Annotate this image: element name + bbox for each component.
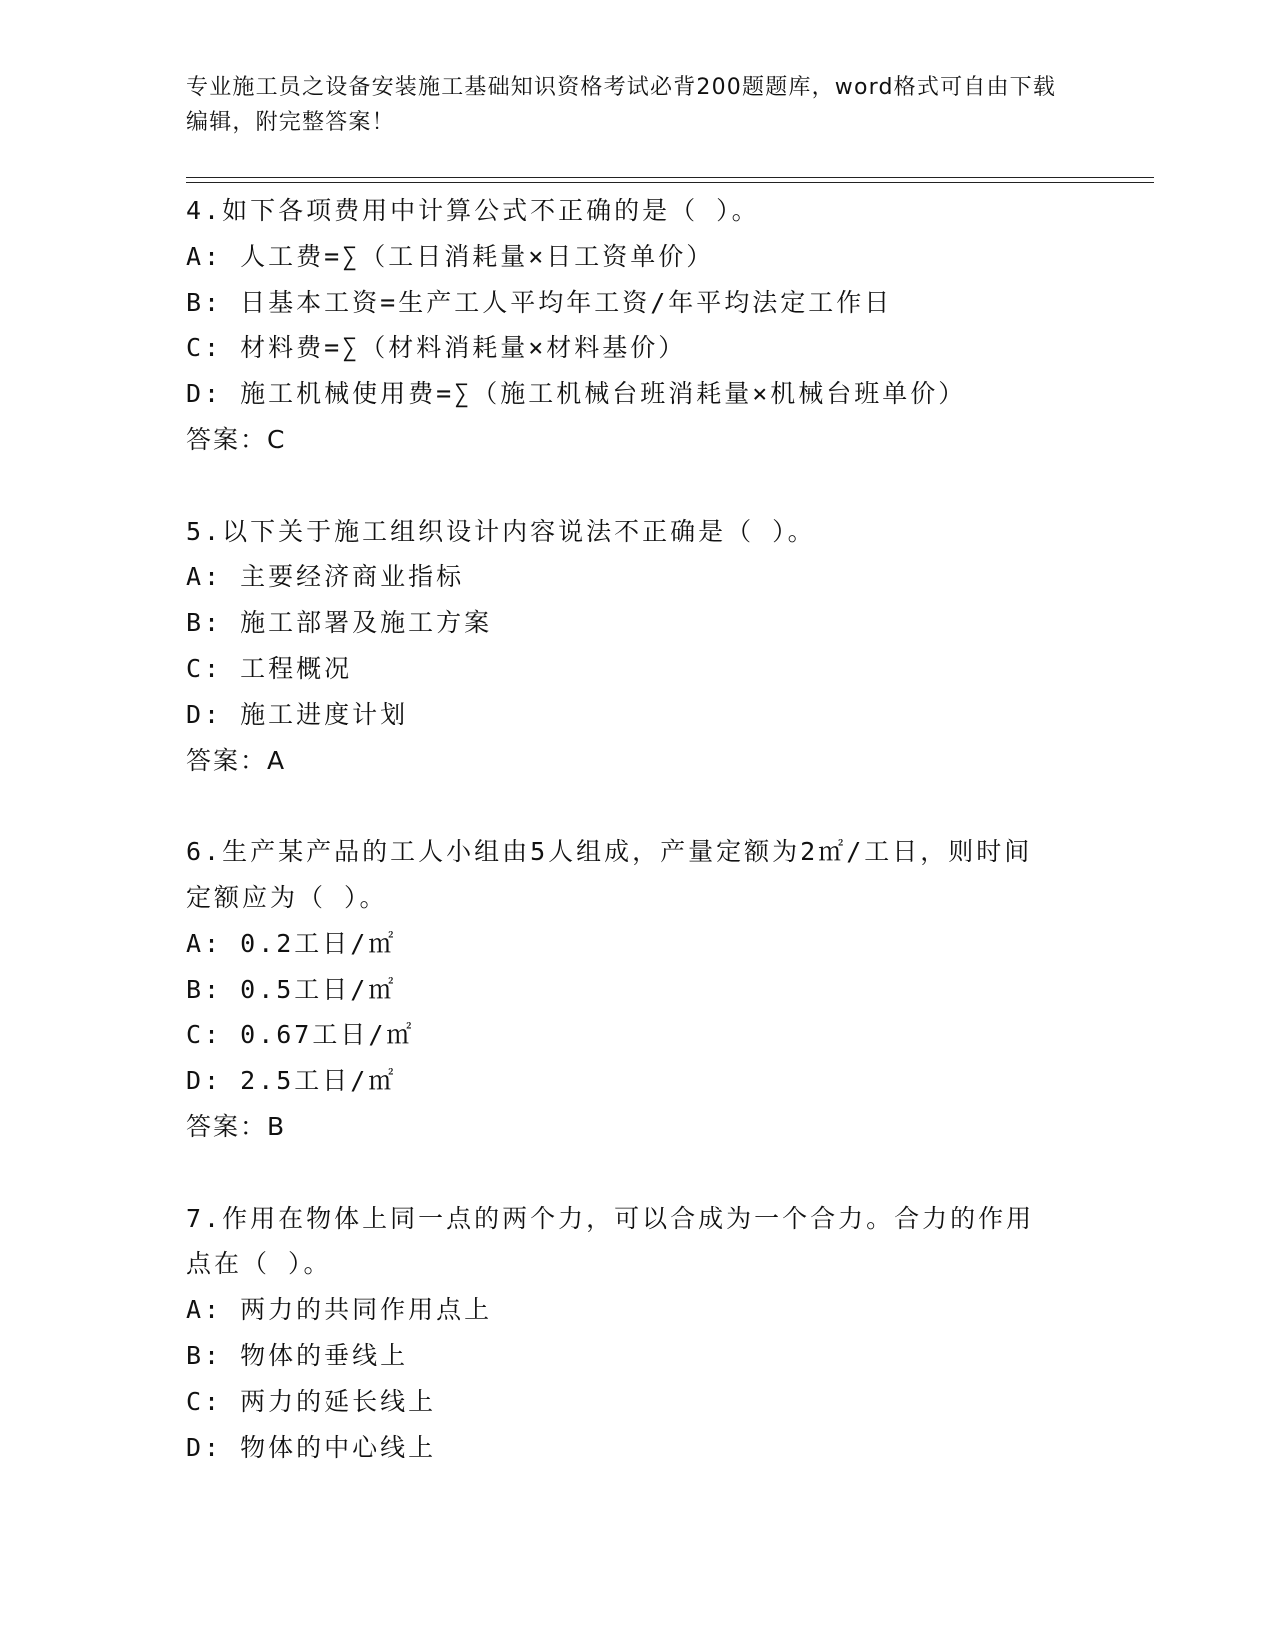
option-d: D: 物体的中心线上 xyxy=(186,1432,437,1462)
answer: 答案：C xyxy=(186,424,287,454)
question-stem-line-2: 定额应为（ ）。 xyxy=(186,882,388,912)
question-stem: 4.如下各项费用中计算公式不正确的是（ ）。 xyxy=(186,196,760,225)
header-divider-bottom xyxy=(186,182,1154,183)
question-list xyxy=(186,188,1086,1470)
question-7 xyxy=(186,1196,1086,1471)
option-c: C: 材料费=∑（材料消耗量×材料基价） xyxy=(186,333,687,363)
option-d: D: 2.5工日/㎡ xyxy=(186,1066,397,1096)
option-b: B: 施工部署及施工方案 xyxy=(186,608,493,638)
option-d: D: 施工机械使用费=∑（施工机械台班消耗量×机械台班单价） xyxy=(186,379,967,409)
header-divider-top xyxy=(186,177,1154,178)
question-stem-line-1: 6.生产某产品的工人小组由5人组成，产量定额为2㎡/工日，则时间 xyxy=(186,837,1033,867)
question-stem-line-2: 点在（ ）。 xyxy=(186,1249,332,1279)
option-a: A: 两力的共同作用点上 xyxy=(186,1295,493,1325)
question-stem-line-1: 7.作用在物体上同一点的两个力，可以合成为一个合力。合力的作用 xyxy=(186,1203,1035,1233)
option-b: B: 日基本工资=生产工人平均年工资/年平均法定工作日 xyxy=(186,287,893,317)
option-c: C: 0.67工日/㎡ xyxy=(186,1020,415,1050)
option-a: A: 0.2工日/㎡ xyxy=(186,928,397,958)
document-header: 专业施工员之设备安装施工基础知识资格考试必背200题题库，word格式可自由下载编辑，附完整答案！ xyxy=(186,75,1057,135)
option-b: B: 0.5工日/㎡ xyxy=(186,974,397,1004)
question-stem: 5.以下关于施工组织设计内容说法不正确是（ ）。 xyxy=(186,516,816,546)
option-b: B: 物体的垂线上 xyxy=(186,1340,409,1370)
option-c: C: 工程概况 xyxy=(186,653,353,683)
answer: 答案：B xyxy=(186,1111,287,1141)
option-a: A: 主要经济商业指标 xyxy=(186,562,465,592)
question-5 xyxy=(186,509,1086,784)
option-a: A: 人工费=∑（工日消耗量×日工资单价） xyxy=(186,241,715,271)
question-4 xyxy=(186,188,1086,463)
option-c: C: 两力的延长线上 xyxy=(186,1386,437,1416)
option-d: D: 施工进度计划 xyxy=(186,699,409,729)
question-6 xyxy=(186,829,1086,1150)
answer: 答案：A xyxy=(186,745,287,775)
